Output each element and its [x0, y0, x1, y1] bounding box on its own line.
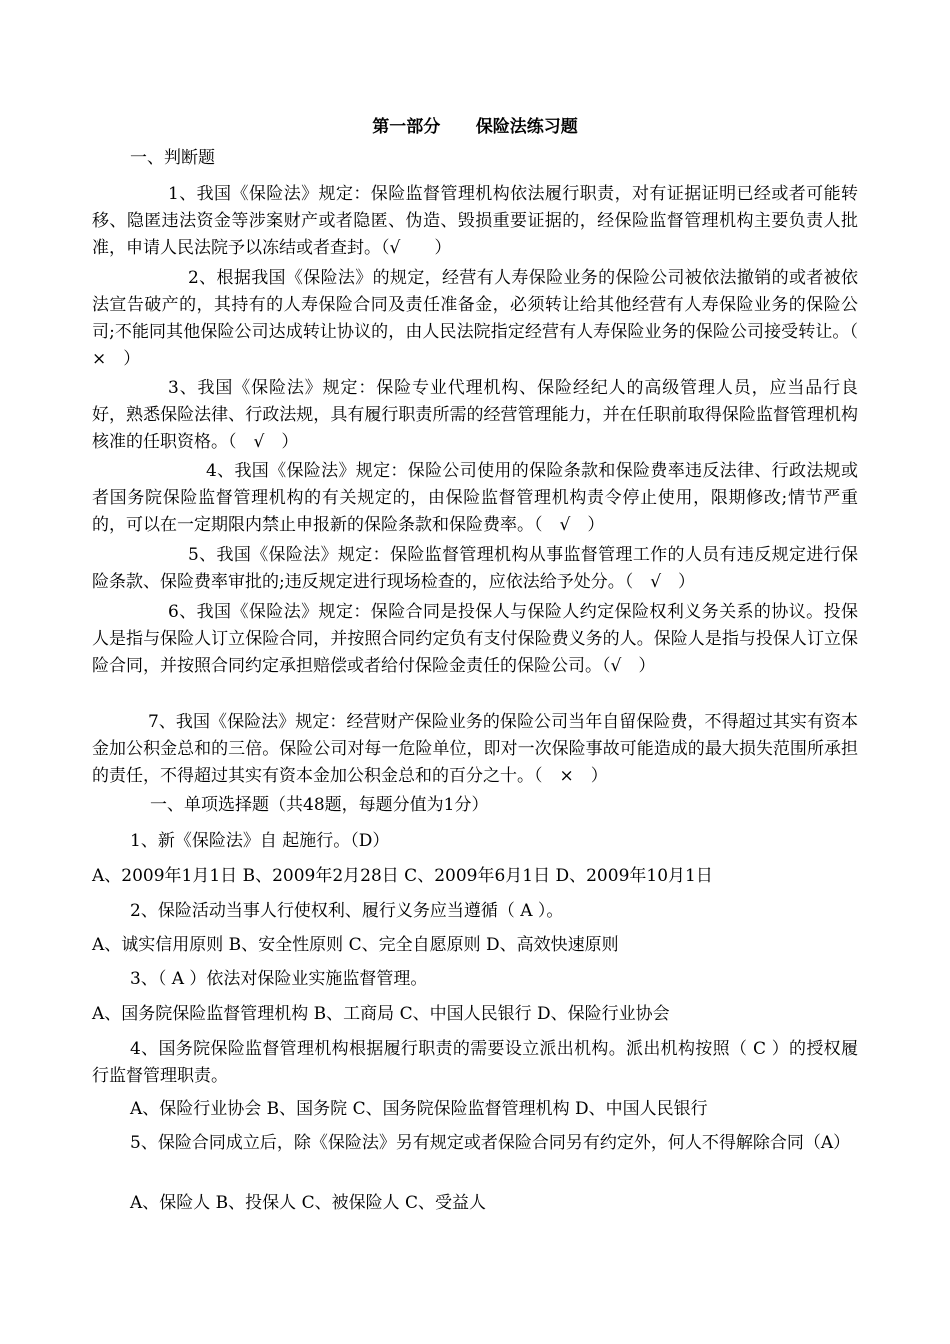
section-heading-single-choice: 一、单项选择题（共48题，每题分值为1分）: [150, 795, 489, 815]
question-5: 5、保险合同成立后，除《保险法》另有规定或者保险合同另有约定外，何人不得解除合同（A）: [130, 1133, 851, 1153]
question-2: 2、保险活动当事人行使权利、履行义务应当遵循（ A ）。: [130, 901, 564, 921]
question-3-options: A、国务院保险监督管理机构 B、工商局 C、中国人民银行 D、保险行业协会: [92, 1004, 670, 1024]
page-title: 第一部分 保险法练习题: [372, 117, 578, 137]
question-4-options: A、保险行业协会 B、国务院 C、国务院保险监督管理机构 D、中国人民银行: [130, 1099, 708, 1119]
question-4: 4、国务院保险监督管理机构根据履行职责的需要设立派出机构。派出机构按照（ C ）的授权履行监督管理职责。: [92, 1039, 858, 1086]
question-3: 3、（ A ）依法对保险业实施监督管理。: [130, 969, 428, 989]
question-1-options: A、2009年1月1日 B、2009年2月28日 C、2009年6月1日 D、2009年10月1日: [92, 866, 713, 886]
judgment-item-3: 3、我国《保险法》规定：保险专业代理机构、保险经纪人的高级管理人员，应当品行良好，熟悉保险法律、行政法规，具有履行职责所需的经营管理能力，并在任职前取得保险监督管理机构核准的任职资格。（ √ ）: [92, 378, 858, 452]
judgment-item-5: 5、我国《保险法》规定：保险监督管理机构从事监督管理工作的人员有违反规定进行保险条款、保险费率审批的;违反规定进行现场检查的，应依法给予处分。（ √ ）: [92, 545, 858, 592]
question-5-options: A、保险人 B、投保人 C、被保险人 C、受益人: [130, 1193, 486, 1213]
judgment-item-2: 2、根据我国《保险法》的规定，经营有人寿保险业务的保险公司被依法撤销的或者被依法宣告破产的，其持有的人寿保险合同及责任准备金，必须转让给其他经营有人寿保险业务的保险公司;不能同其他保险公司达成转让协议的，由人民法院指定经营有人寿保险业务的保险公司接受转让。（ × ）: [92, 268, 875, 369]
judgment-item-4: 4、我国《保险法》规定：保险公司使用的保险条款和保险费率违反法律、行政法规或者国务院保险监督管理机构的有关规定的，由保险监督管理机构责令停止使用，限期修改;情节严重的，可以在一定期限内禁止申报新的保险条款和保险费率。（ √ ）: [92, 461, 858, 535]
judgment-item-6: 6、我国《保险法》规定：保险合同是投保人与保险人约定保险权利义务关系的协议。投保人是指与保险人订立保险合同，并按照合同约定负有支付保险费义务的人。保险人是指与投保人订立保险合同，并按照合同约定承担赔偿或者给付保险金责任的保险公司。（√ ）: [92, 602, 858, 676]
judgment-item-7: 7、我国《保险法》规定：经营财产保险业务的保险公司当年自留保险费，不得超过其实有资本金加公积金总和的三倍。保险公司对每一危险单位，即对一次保险事故可能造成的最大损失范围所承担的责任，不得超过其实有资本金加公积金总和的百分之十。（ × ）: [92, 712, 858, 786]
question-1: 1、新《保险法》自 起施行。（D）: [130, 831, 390, 851]
section-heading-judgment: 一、判断题: [130, 148, 215, 168]
judgment-item-1: 1、我国《保险法》规定：保险监督管理机构依法履行职责，对有证据证明已经或者可能转移、隐匿违法资金等涉案财产或者隐匿、伪造、毁损重要证据的，经保险监督管理机构主要负责人批准，申请人民法院予以冻结或者查封。（√ ）: [92, 184, 858, 258]
question-2-options: A、诚实信用原则 B、安全性原则 C、完全自愿原则 D、高效快速原则: [92, 935, 619, 955]
